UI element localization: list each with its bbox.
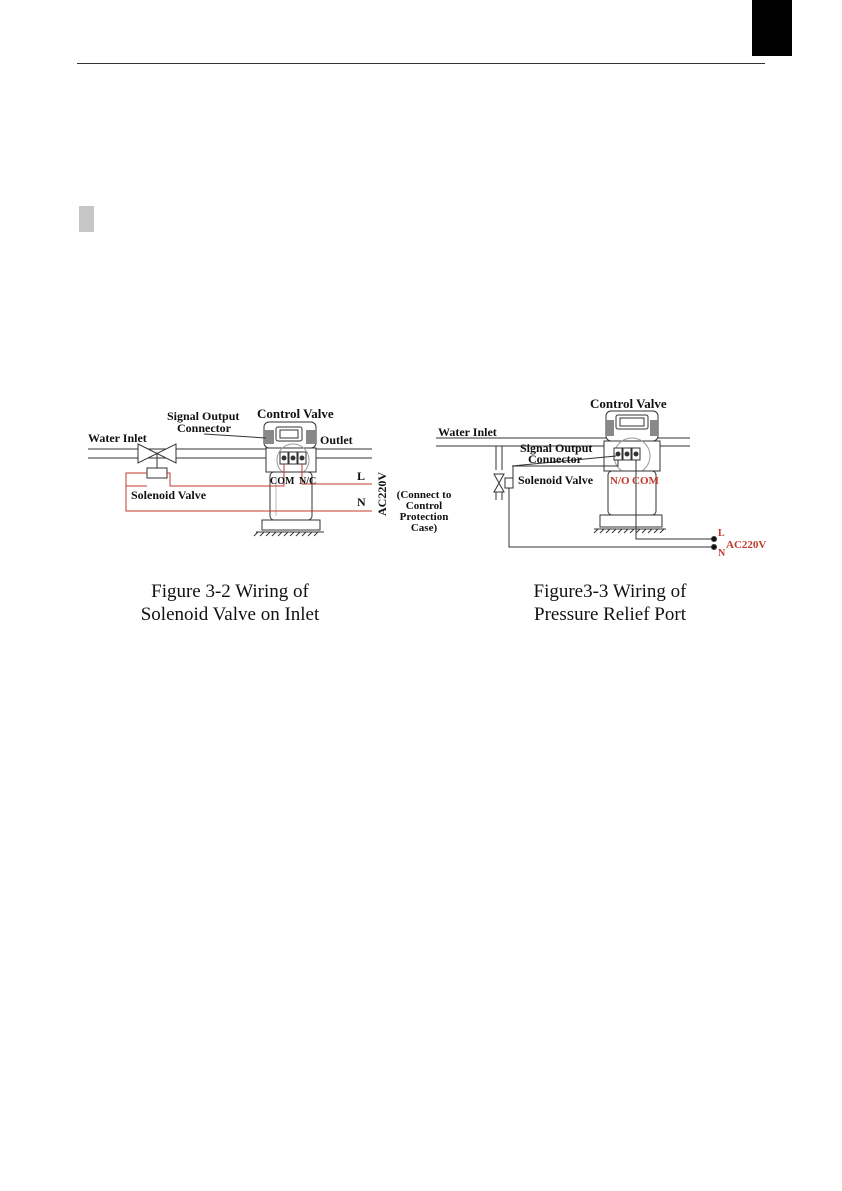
label-no: N/O <box>610 475 630 487</box>
label-signal-output-right-1: Signal Output <box>520 441 593 455</box>
label-nc: N/C <box>299 476 317 487</box>
label-signal-output-1: Signal Output <box>167 409 240 423</box>
label-solenoid-valve-right: Solenoid Valve <box>518 473 594 487</box>
label-control-valve: Control Valve <box>257 406 334 421</box>
label-note-2: Control <box>405 500 443 512</box>
caption-line: Pressure Relief Port <box>534 604 686 625</box>
label-outlet: Outlet <box>320 433 353 447</box>
terminal-n <box>712 545 717 550</box>
caption-line: Solenoid Valve on Inlet <box>140 604 320 625</box>
terminal-l <box>712 537 717 542</box>
label-water-inlet: Water Inlet <box>88 431 147 445</box>
section-marker <box>79 206 94 232</box>
label-control-valve-right: Control Valve <box>590 396 667 411</box>
label-l-right: L <box>718 528 725 539</box>
caption-line: Figure3-3 Wiring of <box>533 581 687 602</box>
label-note-4: Case) <box>410 522 438 534</box>
label-solenoid-valve: Solenoid Valve <box>131 488 207 502</box>
figure-3-3-caption <box>490 580 730 626</box>
label-n-right: N <box>718 548 726 559</box>
label-com-right: COM <box>632 475 659 487</box>
label-note-1: (Connect to <box>396 489 452 501</box>
label-l: L <box>357 469 366 483</box>
caption-line: Figure 3-2 Wiring of <box>151 581 309 602</box>
label-n: N <box>357 495 366 509</box>
wiring-diagrams <box>0 380 842 580</box>
label-com: COM <box>270 476 295 487</box>
label-ac220v-vertical: AC220V <box>375 472 389 516</box>
label-ac220v-right: AC220V <box>726 539 767 551</box>
label-signal-output-2: Connector <box>177 421 231 435</box>
header-rule <box>77 63 765 64</box>
label-note-3: Protection <box>399 511 449 523</box>
page-number-tab <box>752 0 792 56</box>
label-water-inlet-right: Water Inlet <box>438 425 497 439</box>
solenoid-valve-icon-right <box>494 474 513 500</box>
wire-solenoid-left <box>126 473 147 486</box>
label-signal-output-right-2: Connector <box>528 452 582 466</box>
figure-3-2-caption <box>110 580 350 626</box>
control-valve-icon-right <box>594 411 666 533</box>
